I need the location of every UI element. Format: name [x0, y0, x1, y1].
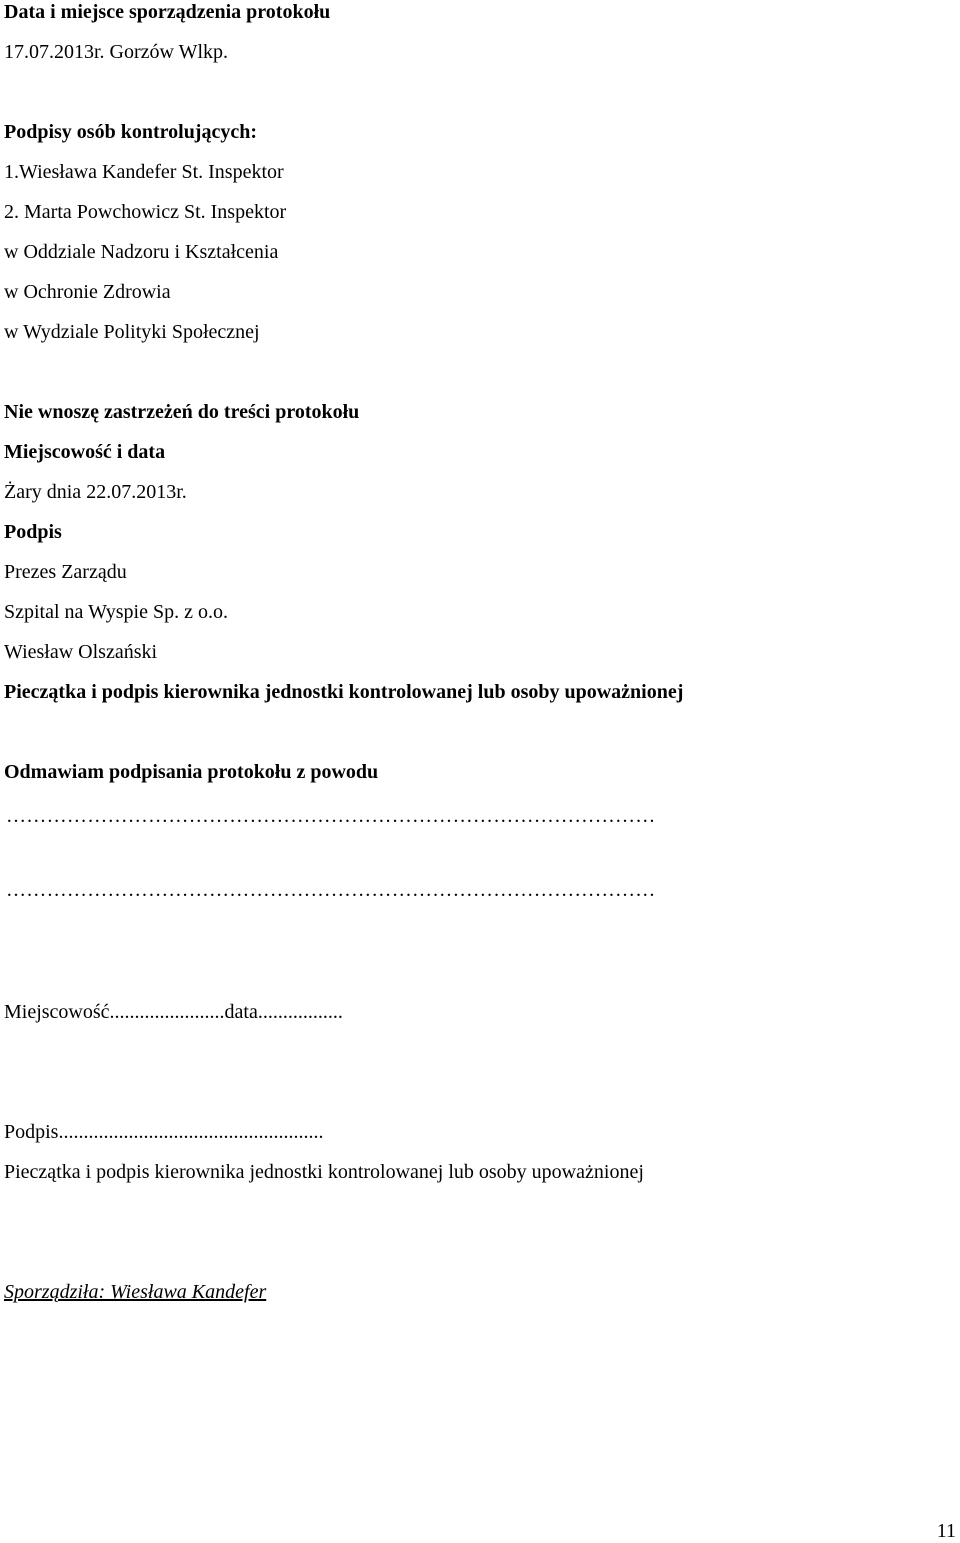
prepared-by: Sporządziła: Wiesława Kandefer — [4, 1281, 267, 1303]
refusal-place-date: Miejscowość.......................data................. — [4, 1001, 343, 1023]
signer-title: Prezes Zarządu — [4, 561, 127, 583]
place-date-label: Miejscowość i data — [4, 441, 166, 463]
stamp-caption-refusal: Pieczątka i podpis kierownika jednostki kontrolowanej lub osoby upoważnionej — [4, 1161, 644, 1183]
signer-name: Wiesław Olszański — [4, 641, 158, 663]
inspector-1: 1.Wiesława Kandefer St. Inspektor — [4, 161, 284, 183]
refusal-heading: Odmawiam podpisania protokołu z powodu — [4, 761, 379, 783]
stamp-caption-acceptance: Pieczątka i podpis kierownika jednostki kontrolowanej lub osoby upoważnionej — [4, 681, 684, 703]
department-line-1: w Oddziale Nadzoru i Kształcenia — [4, 241, 279, 263]
refusal-signature: Podpis..................................................... — [4, 1121, 324, 1143]
page-number: 11 — [936, 1520, 956, 1542]
place-date-value: Żary dnia 22.07.2013r. — [4, 481, 187, 503]
no-objection-statement: Nie wnoszę zastrzeżeń do treści protokołu — [4, 401, 360, 423]
refusal-reason-line-2: …………………………………………………………………………………… — [6, 879, 656, 901]
inspector-2: 2. Marta Powchowicz St. Inspektor — [4, 201, 287, 223]
date-place-value: 17.07.2013r. Gorzów Wlkp. — [4, 41, 229, 63]
refusal-reason-line-1: …………………………………………………………………………………… — [6, 805, 656, 827]
signer-organization: Szpital na Wyspie Sp. z o.o. — [4, 601, 228, 623]
inspectors-heading: Podpisy osób kontrolujących: — [4, 121, 258, 143]
department-line-3: w Wydziale Polityki Społecznej — [4, 321, 260, 343]
date-place-heading: Data i miejsce sporządzenia protokołu — [4, 1, 331, 23]
signature-label: Podpis — [4, 521, 62, 543]
department-line-2: w Ochronie Zdrowia — [4, 281, 171, 303]
